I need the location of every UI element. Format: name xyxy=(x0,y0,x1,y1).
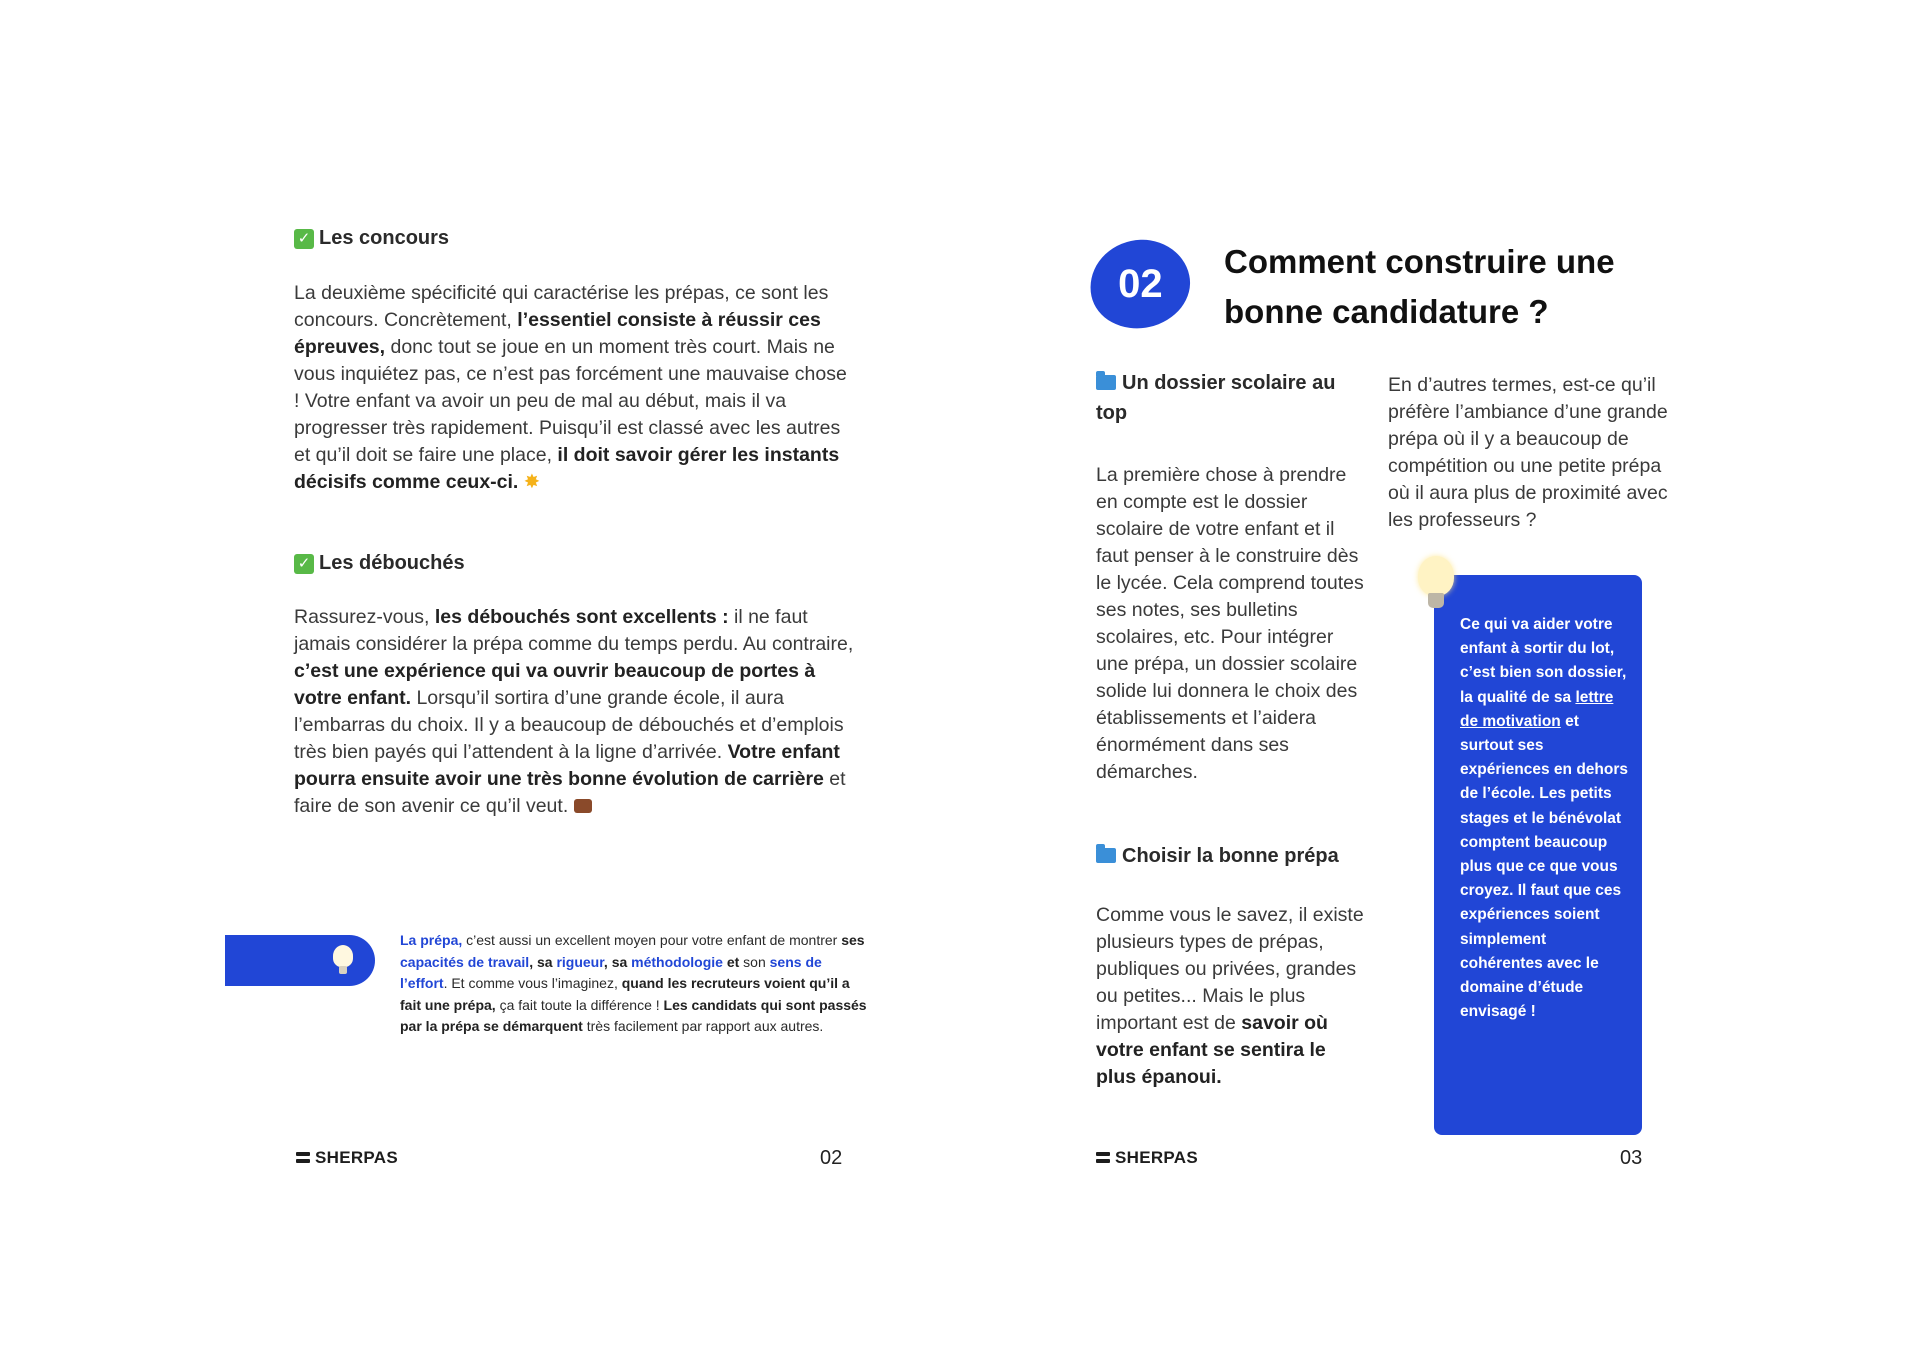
paragraph-debouches: Rassurez-vous, les débouchés sont excellents : il ne faut jamais considérer la prépa comme du temps perdu. Au contraire, c’est une expérience qui va ouvrir beaucoup de portes à votre enfant. Lorsqu’il sortira d’une grande école, il aura l’embarras du choix. Il y a beaucoup de débouchés et d’emplois très bien payés qui l’attendent à la ligne d’arrivée. Votre enfant pourra ensuite avoir une très bonne évolution de carrière et faire de son avenir ce qu’il veut. xyxy=(294,606,854,817)
section-heading-debouches: ✓ Les débouchés xyxy=(294,552,465,575)
tip-bar xyxy=(225,935,375,986)
sherpas-logo-icon xyxy=(1096,1152,1110,1164)
folder-icon xyxy=(1096,848,1116,863)
paragraph-choisir: Comme vous le savez, il existe plusieurs types de prépas, publiques ou privées, grandes ou petites... Mais le plus important est de savoir où votre enfant se sentira le plus épanoui. xyxy=(1096,904,1364,1088)
brand-logo-left: SHERPAS xyxy=(296,1148,398,1168)
paragraph-dossier: La première chose à prendre en compte est le dossier scolaire de votre enfant et il faut penser à le construire dès le lycée. Cela comprend toutes ses notes, ses bulletins scolaires, etc. Pour intégrer une prépa, un dossier scolaire solide lui donnera le choix des établissements et l’aidera énormément dans ses démarches. xyxy=(1096,464,1364,783)
folder-icon xyxy=(1096,375,1116,390)
card-text: Ce qui va aider votre enfant à sortir du lot, c’est bien son dossier, la qualité de sa lettre de motivation et surtout ses expériences en dehors de l’école. Les petits stages et le bénévolat comptent beaucoup plus que ce que vous croyez. Il faut que ces expériences soient simplement cohérentes avec le domaine d’étude envisagé ! xyxy=(1460,616,1628,1021)
sherpas-logo-icon xyxy=(296,1152,310,1164)
paragraph-col2: En d’autres termes, est-ce qu’il préfère l’ambiance d’une grande prépa où il y a beaucoup de compétition ou une petite prépa où il aura plus de proximité avec les professeurs ? xyxy=(1388,374,1668,531)
paragraph-concours: La deuxième spécificité qui caractérise les prépas, ce sont les concours. Concrètement, l’essentiel consiste à réussir ces épreuves, donc tout se joue en un moment très court. Mais ne vous inquiétez pas, ce n’est pas forcément une mauvaise chose ! Votre enfant va avoir un peu de mal au début, mais il va progresser très rapidement. Puisqu’il est classé avec les autres et qu’il doit se faire une place, il doit savoir gérer les instants décisifs comme ceux-ci. ✸ xyxy=(294,282,847,493)
section-heading-dossier: Un dossier scolaire au top xyxy=(1096,372,1336,424)
lightbulb-base xyxy=(1428,593,1444,608)
brand-logo-right: SHERPAS xyxy=(1096,1148,1198,1168)
page-number-right: 03 xyxy=(1620,1147,1643,1169)
highlight-card xyxy=(1434,575,1642,1135)
page-number-left: 02 xyxy=(820,1147,843,1169)
check-mark-icon: ✓ xyxy=(294,229,314,249)
section-heading-choisir: Choisir la bonne prépa xyxy=(1096,841,1376,871)
lightbulb-icon xyxy=(1418,556,1454,596)
tip-text: La prépa, c’est aussi un excellent moyen pour votre enfant de montrer ses capacités de travail, sa rigueur, sa méthodologie et son sens de l’effort. Et comme vous l’imaginez, quand les recruteurs voient qu’il a fait une prépa, ça fait toute la différence ! Les candidats qui sont passés par la prépa se démarquent très facilement par rapport aux autres. xyxy=(400,932,867,1035)
lightbulb-base xyxy=(339,966,347,974)
chapter-badge: 02 xyxy=(1082,231,1198,338)
briefcase-icon xyxy=(574,799,592,813)
page-title: Comment construire une bonne candidature ? xyxy=(1224,243,1615,330)
section-heading-concours: ✓ Les concours xyxy=(294,227,449,250)
star-icon: ✸ xyxy=(523,471,541,493)
check-mark-icon: ✓ xyxy=(294,554,314,574)
lightbulb-icon xyxy=(333,945,353,967)
